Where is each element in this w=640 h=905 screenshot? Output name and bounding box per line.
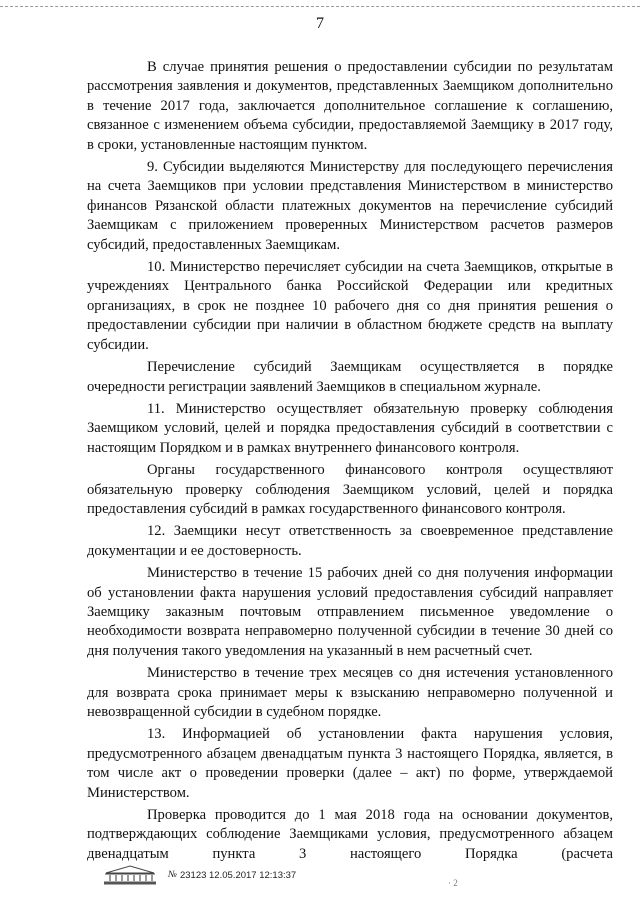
paragraph: 12. Заемщики несут ответственность за своевременное представление документации и ее достоверность.	[87, 523, 613, 559]
paragraph: Министерство в течение трех месяцев со дня истечения установленного для возврата срока принимает меры к взысканию неправомерно полученной и невозвращенной субсидии в судебном порядке.	[87, 665, 613, 720]
paragraph: 13. Информацией об установлении факта нарушения условия, предусмотренного абзацем двенадцатым пункта 3 настоящего Порядка, является, в том числе акт о проведении проверки (далее – акт) по форме, утверждаемой Министерством.	[87, 726, 613, 801]
top-dashed-line	[0, 6, 640, 7]
paragraph: 10. Министерство перечисляет субсидии на счета Заемщиков, открытые в учреждениях Центрального банка Российской Федерации или кредитных организациях, в срок не позднее 10 рабочего дня со дня принятия решения о предоставлении субсидии при наличии в областном бюджете средств на выплату субсидии.	[87, 259, 613, 353]
registration-footer	[100, 864, 296, 886]
number-sign: №	[168, 870, 177, 880]
paragraph: Проверка проводится до 1 мая 2018 года на основании документов, подтверждающих соблюдение Заемщиками условия, предусмотренного абзацем двенадцатым пункта 3 настоящего Порядка (расчета	[87, 807, 613, 862]
paragraph: В случае принятия решения о предоставлении субсидии по результатам рассмотрения заявления и документов, представленных Заемщиком дополнительно в течение 2017 года, заключается дополнительное соглашение к соглашению, связанное с изменением объема субсидии, предоставляемой Заемщику в 2017 году, в сроки, установленные настоящим пунктом.	[87, 59, 613, 153]
paragraph: Перечисление субсидий Заемщикам осуществляется в порядке очередности регистрации заявлений Заемщиков в специальном журнале.	[87, 359, 613, 395]
paragraph: 9. Субсидии выделяются Министерству для последующего перечисления на счета Заемщиков при условии представления Министерством в министерство финансов Рязанской области платежных документов на перечисление субсидий Заемщикам с приложением проверенных Министерством расчетов размеров субсидий, предоставленных Заемщикам.	[87, 159, 613, 253]
corner-mark: · 2	[448, 878, 458, 888]
page-number: 7	[316, 15, 324, 32]
document-body	[87, 58, 613, 867]
paragraph: Органы государственного финансового контроля осуществляют обязательную проверку соблюдения Заемщиком условий, целей и порядка предоставления субсидий в рамках государственного финансового контроля.	[87, 462, 613, 517]
government-building-stamp-icon	[100, 864, 160, 886]
paragraph: Министерство в течение 15 рабочих дней со дня получения информации об установлении факта нарушения условий предоставления субсидий направляет Заемщику заказным почтовым отправлением письменное уведомление о необходимости возврата неправомерно полученной субсидии в течение 30 дней со дня получения такого уведомления на указанный в нем расчетный счет.	[87, 565, 613, 659]
registration-stamp-text: 23123 12.05.2017 12:13:37	[179, 869, 297, 881]
paragraph: 11. Министерство осуществляет обязательную проверку соблюдения Заемщиком условий, целей и порядка предоставления субсидий в соответствии с настоящим Порядком и в рамках внутреннего финансового контроля.	[87, 400, 613, 456]
